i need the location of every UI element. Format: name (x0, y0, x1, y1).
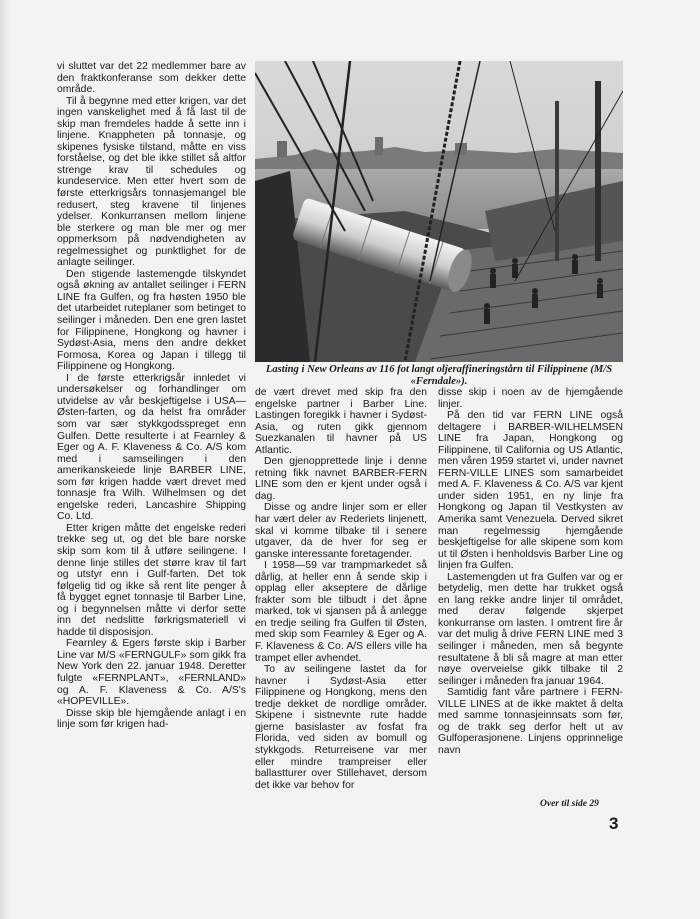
paragraph: Samtidig fant våre partnere i FERN-VILLE LINES at de ikke maktet å delta med samme tonnasjeinnsats som før, og de trakk seg derfor helt ut av Gulfoperasjonene. Linjens opprinnelige navn (438, 687, 623, 756)
paragraph: Den gjenopprettede linje i denne retning fikk navnet BARBER-FERN LINE som den er kjent under også i dag. (255, 456, 427, 502)
text-column-2 (255, 387, 427, 791)
paragraph: Lastemengden ut fra Gulfen var og er betydelig, men dette har trukket også en lang rekke andre linjer til området, med derav følgende skjerpet konkurranse om lasten. I omtrent fire år var det mulig å drive FERN LINE med 3 seilinger i måneden, men så begynte resultatene å bli så magre at man etter nøye overveielse gikk tilbake til 2 seilinger i måneden fra januar 1964. (438, 571, 623, 687)
paragraph: I de første etterkrigsår innledet vi undersøkelser og forhandlinger om utvidelse av vår beskjeftigelse i USA—Østen-farten, og da helst fra områder som var sær stykkgodsspreget enn Gulfen. Dette resulterte i at Fearnley & Eger og A. F. Klaveness & Co. A/S kom med i samseilingen i den amerikanskeiede linje BARBER LINE, som før krigen hadde vært drevet med tonnasje fra Wilh. Wilhelmsen og det engelske rederi, Lancashire Shipping Co. Ltd. (57, 372, 246, 523)
paragraph: To av seilingene lastet da for havner i Sydøst-Asia etter Filippinene og Hongkong, mens den tredje dekket de nordlige områder. Skipene i sistnevnte rute hadde gjerne basislaster av fosfat fra Florida, ved siden av bomull og stykkgods. Returreisene var mer eller mindre trampreiser eller ballastturer over Stillehavet, dersom det ikke var behov for (255, 664, 427, 791)
page-number: 3 (609, 814, 619, 833)
paragraph: Disse og andre linjer som er eller har vært deler av Rederiets linjenett, skal vi komme tilbake til i senere utgaver, da de hver for seg er ganske interessante foretagender. (255, 502, 427, 560)
ship-loading-photo (255, 61, 623, 362)
paragraph: Den stigende lastemengde tilskyndet også økning av antallet seilinger i FERN LINE fra Gulfen, og fra høsten 1950 ble det utarbeidet ruteplaner som betinget to seilinger i måneden. Den ene gren lastet for Filippinene, Hongkong og havner i Sydøst-Asia, mens den andre dekket Formosa, Korea og Japan i tillegg til Filippinene og Hongkong. (57, 268, 246, 373)
paragraph: vi sluttet var det 22 medlemmer bare av den fraktkonferanse som dekker dette område. (57, 61, 246, 96)
paragraph: På den tid var FERN LINE også deltagere i BARBER-WILHELMSEN LINE fra Japan, Hongkong og Filippinene, til California og US Atlantic, men våren 1959 startet vi, under navnet FERN-VILLE LINES som samarbeidet med A. F. Klaveness & Co. A/S var kjent under siden 1951, en ny linje fra Hongkong og Japan til Vestkysten av Amerika samt Venezuela. Derved sikret man regelmessig hjemgående beskjeftigelse for alle skipene som kom ut til Østen i henholdsvis Barber Line og linjen fra Gulfen. (438, 410, 623, 572)
photo-caption: Lasting i New Orleans av 116 fot langt oljeraffineringstårn til Filippinene (M/S «Ferndale»). (265, 364, 613, 387)
continued-note: Over til side 29 (540, 799, 599, 809)
paragraph: Etter krigen måtte det engelske rederi trekke seg ut, og det ble bare norske skip som kom til å utføre seilingene. I denne linje stilles det større krav til fart og utstyr enn i Gulf-farten. Det tok følgelig tid og ikke så rent lite penger å få bygget egnet tonnasje til Barber Line, og i begynnelsen måtte vi derfor sette inn det nedslitte førkrigsmateriell vi hadde til disposisjon. (57, 522, 246, 638)
paragraph: I 1958—59 var trampmarkedet så dårlig, at heller enn å sende skip i opplag eller akseptere de dårlige frakter som ble tilbudt i det åpne marked, tok vi sjansen på å anlegge en tredje seiling fra Gulfen til Østen, med skip som Fearnley & Eger og A. F. Klaveness & Co. A/S ellers ville ha trampet eller avhendet. (255, 560, 427, 664)
paragraph: Disse skip ble hjemgående anlagt i en linje som før krigen had- (57, 707, 246, 731)
paragraph: Til å begynne med etter krigen, var det ingen vanskelighet med å få last til de skip man fremdeles hadde å sette inn i linjene. Knappheten på tonnasje, og skipenes fysiske tilstand, måtte en viss forståelse, og det ble ikke stillet så altfor strenge krav til schedules og kundeservice. Men etter hvert som de første etterkrigsårs tonnasjemangel ble redusert, steg kravene til linjenes ydelser. Konkurransen mellom linjene ble sterkere og man ble mer og mer oppmerksom på nødvendigheten av regelmessighet og punktlighet for de anlagte seilinger. (57, 95, 246, 269)
binding-edge-shadow (0, 0, 10, 919)
paragraph: disse skip i noen av de hjemgående linjer. (438, 387, 623, 410)
paragraph: de vært drevet med skip fra den engelske partner i Barber Line. Lastingen foregikk i havner i Sydøst-Asia, og ruten gikk gjennom Suezkanalen til havner på US Atlantic. (255, 387, 427, 456)
text-column-3 (438, 387, 623, 757)
text-column-1 (57, 61, 246, 731)
paragraph: Fearnley & Egers første skip i Barber Line var M/S «FERNGULF» som gikk fra New York den 22. januar 1948. Deretter fulgte «FERNPLANT», «FERNLAND» og A. F. Klaveness & Co. A/S's «HOPEVILLE». (57, 638, 246, 708)
